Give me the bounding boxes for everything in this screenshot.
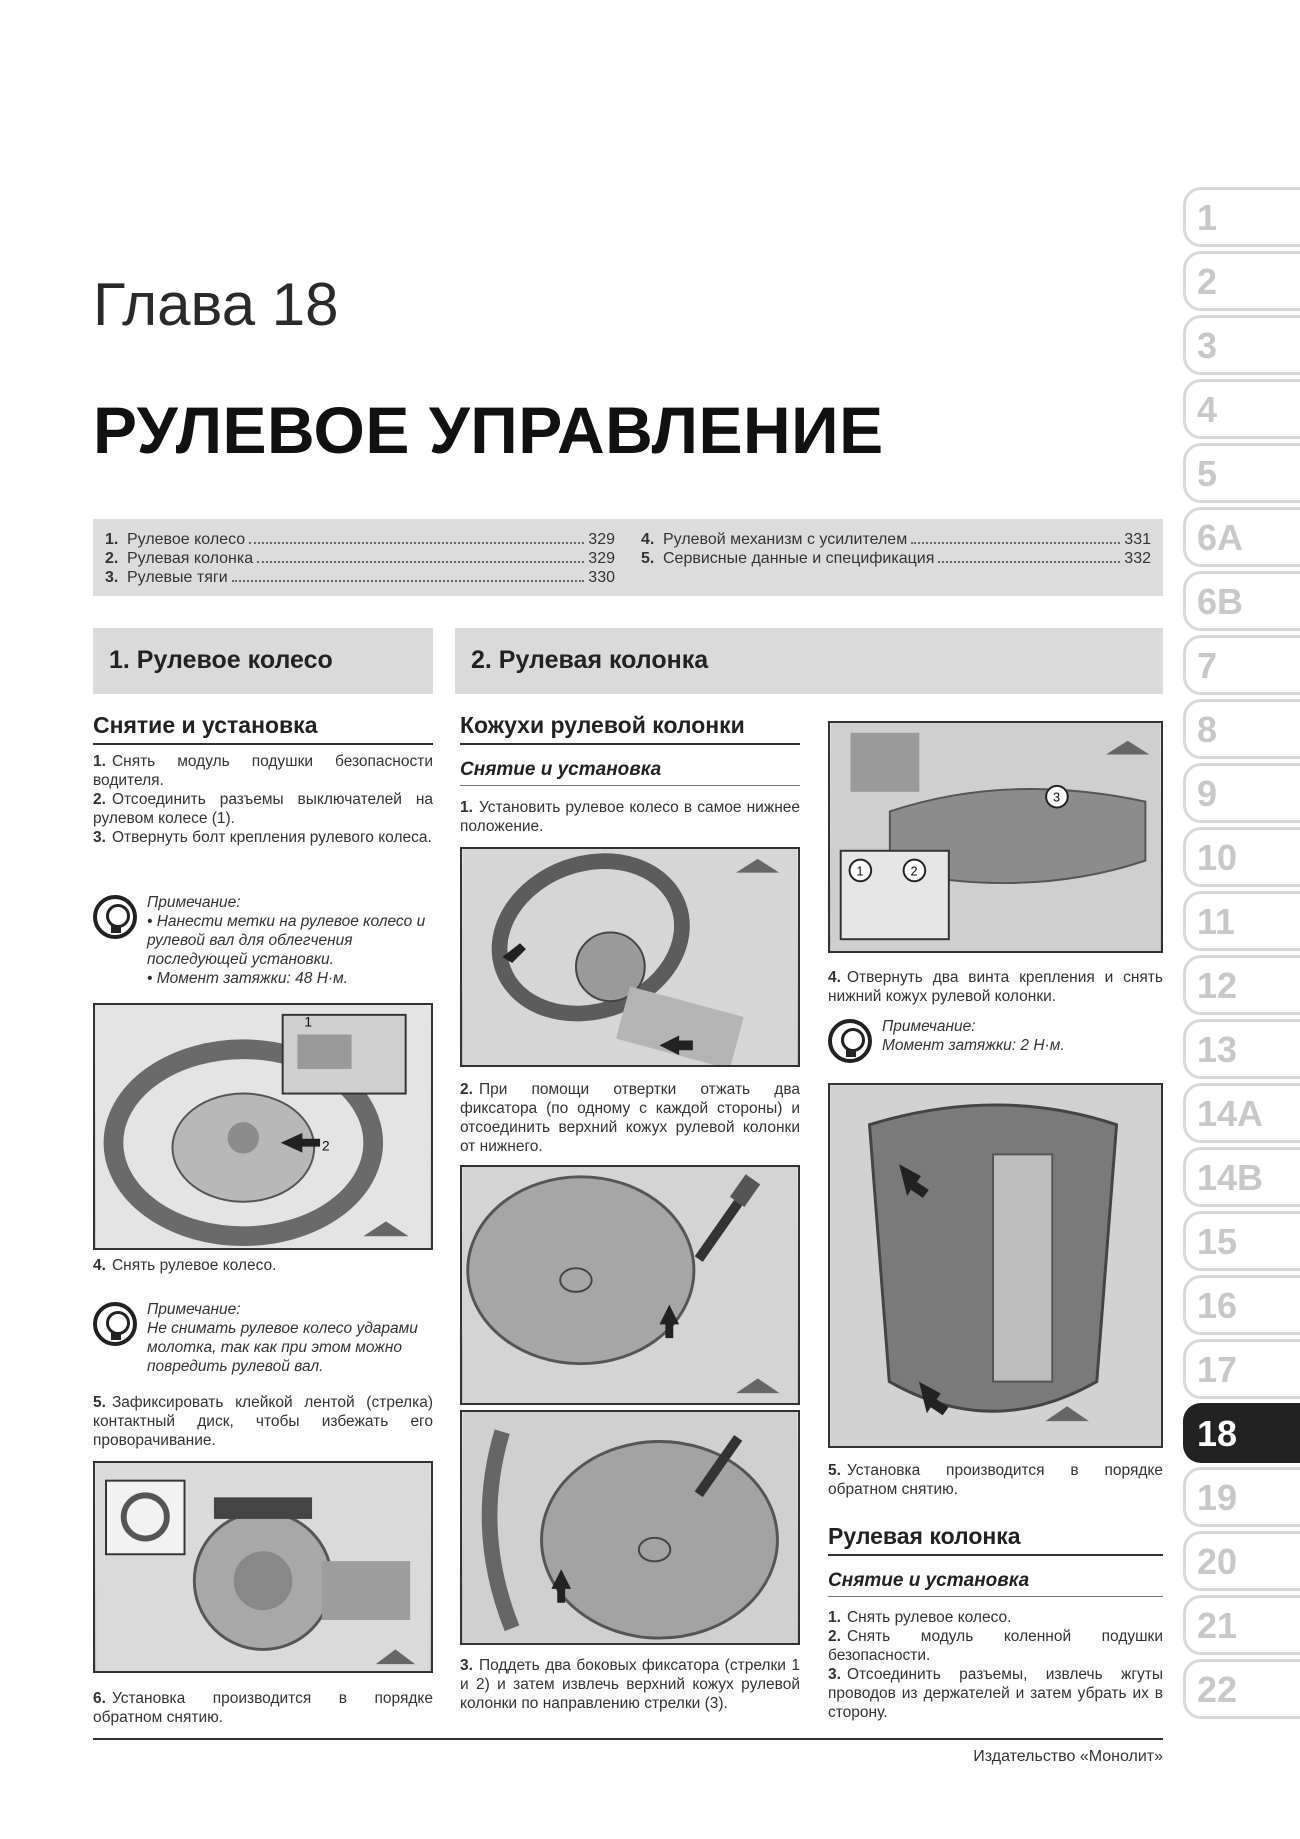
step-number: 2.	[93, 791, 106, 808]
callout-1: 1	[856, 863, 864, 879]
step-item	[828, 1608, 1163, 1627]
step-number: 5.	[828, 1462, 841, 1479]
toc-entry-number: 1.	[105, 531, 119, 548]
callout-3: 3	[1052, 789, 1061, 805]
lightbulb-icon	[93, 895, 137, 939]
step-item	[828, 1627, 1163, 1665]
step-number: 1.	[828, 1609, 841, 1626]
step-text: Поддеть два боковых фиксатора (стрелки 1 и 2) и затем извлечь верхний кожух рулевой колонки по направлению стрелки (3).	[460, 1657, 800, 1712]
step-text: Установка производится в порядке обратном снятию.	[93, 1690, 433, 1726]
step-number: 4.	[93, 1257, 106, 1274]
toc-entry-number: 2.	[105, 550, 119, 567]
lightbulb-icon	[828, 1019, 872, 1063]
toc-entry-page: 329	[588, 550, 615, 567]
chapter-tab-8[interactable]: 8	[1183, 699, 1300, 759]
note-block	[828, 1017, 1163, 1063]
toc-entry[interactable]	[641, 530, 1151, 549]
sec1-step6	[93, 1689, 433, 1727]
step-number: 3.	[460, 1657, 473, 1674]
chapter-tab-21[interactable]: 21	[1183, 1595, 1300, 1655]
note-block	[93, 1300, 433, 1376]
toc-entry-page: 329	[588, 531, 615, 548]
step-item	[828, 1665, 1163, 1722]
chapter-tab-14a[interactable]: 14A	[1183, 1083, 1300, 1143]
chapter-tab-19[interactable]: 19	[1183, 1467, 1300, 1527]
step-text: Установка производится в порядке обратном снятию.	[828, 1462, 1163, 1498]
note-title: Примечание:	[147, 894, 241, 911]
step-text: Установить рулевое колесо в самое нижнее положение.	[460, 799, 800, 835]
step-number: 1.	[93, 753, 106, 770]
airbag-screwdriver-figure-2	[460, 1410, 800, 1645]
subhead-column-covers: Кожухи рулевой колонки	[460, 712, 800, 745]
step-text: Снять модуль коленной подушки безопасности.	[828, 1628, 1163, 1664]
step-text: Отсоединить разъемы, извлечь жгуты проводов из держателей и затем убрать их в сторону.	[828, 1666, 1163, 1721]
step-text: Снять рулевое колесо.	[846, 1609, 1012, 1626]
toc-entry-title: Рулевая колонка	[127, 550, 254, 567]
subsubhead-removal-installation-2: Снятие и установка	[828, 1570, 1163, 1597]
section-2-heading: 2. Рулевая колонка	[455, 628, 1163, 694]
sec2-step3	[460, 1656, 800, 1713]
clock-spring-figure	[93, 1461, 433, 1673]
toc-leader	[232, 568, 585, 582]
chapter-number: Глава 18	[93, 271, 339, 338]
sec1-steps	[93, 752, 433, 847]
sec1-step5	[93, 1393, 433, 1450]
toc-entry[interactable]	[641, 549, 1151, 568]
toc-column-right	[641, 530, 1151, 568]
chapter-tab-2[interactable]: 2	[1183, 251, 1300, 311]
chapter-tab-6a[interactable]: 6A	[1183, 507, 1300, 567]
sec2-step1	[460, 798, 800, 836]
column-removal-steps	[828, 1608, 1163, 1722]
step-number: 6.	[93, 1690, 106, 1707]
toc-entry-page: 332	[1124, 550, 1151, 567]
toc-column-left	[105, 530, 615, 587]
step-item	[93, 790, 433, 828]
note-line: • Нанести метки на рулевое колесо и рулевой вал для облегчения последующей установки.	[147, 913, 426, 968]
steering-wheel-illustration	[95, 1005, 431, 1248]
clock-spring-illustration	[95, 1463, 431, 1671]
airbag-screwdriver-illustration-2	[462, 1412, 798, 1643]
note-content	[147, 1300, 433, 1376]
step-text: Зафиксировать клейкой лентой (стрелка) контактный диск, чтобы избежать его проворачивание.	[93, 1394, 433, 1449]
step-number: 2.	[460, 1081, 473, 1098]
chapter-tab-10[interactable]: 10	[1183, 827, 1300, 887]
note-title: Примечание:	[882, 1018, 976, 1035]
chapter-tab-6b[interactable]: 6B	[1183, 571, 1300, 631]
footer-divider	[93, 1738, 1163, 1740]
toc-leader	[911, 530, 1120, 544]
toc-leader	[257, 549, 584, 563]
subsubhead-removal-installation: Снятие и установка	[460, 759, 800, 786]
step-number: 4.	[828, 969, 841, 986]
toc-entry-title: Сервисные данные и спецификация	[663, 550, 935, 567]
chapter-tab-18-active[interactable]: 18	[1183, 1403, 1300, 1463]
chapter-tab-3[interactable]: 3	[1183, 315, 1300, 375]
chapter-tab-14b[interactable]: 14B	[1183, 1147, 1300, 1207]
chapter-title: РУЛЕВОЕ УПРАВЛЕНИЕ	[93, 393, 884, 467]
steering-column-illustration	[462, 849, 798, 1065]
note-content	[882, 1017, 1065, 1063]
toc-entry-page: 330	[588, 569, 615, 586]
toc-entry-number: 5.	[641, 550, 655, 567]
lower-cover-illustration	[830, 723, 1161, 951]
section-1-heading: 1. Рулевое колесо	[93, 628, 433, 694]
chapter-tab-16[interactable]: 16	[1183, 1275, 1300, 1335]
toc-entry-title: Рулевой механизм с усилителем	[663, 531, 908, 548]
callout-2: 2	[322, 1138, 330, 1154]
step-text: Отвернуть два винта крепления и снять нижний кожух рулевой колонки.	[828, 969, 1163, 1005]
chapter-tab-12[interactable]: 12	[1183, 955, 1300, 1015]
toc-entry[interactable]	[105, 530, 615, 549]
note-title: Примечание:	[147, 1301, 241, 1318]
chapter-tab-15[interactable]: 15	[1183, 1211, 1300, 1271]
sec2-step5	[828, 1461, 1163, 1499]
column-shroud-illustration	[830, 1085, 1161, 1446]
airbag-screwdriver-figure	[460, 1165, 800, 1405]
toc-entry[interactable]	[105, 568, 615, 587]
step-item	[93, 752, 433, 790]
step-text: Снять модуль подушки безопасности водителя.	[93, 753, 433, 789]
step-number: 3.	[93, 829, 106, 846]
steering-column-adjust-figure	[460, 847, 800, 1067]
chapter-tab-13[interactable]: 13	[1183, 1019, 1300, 1079]
toc-leader	[249, 530, 584, 544]
toc-entry-number: 4.	[641, 531, 655, 548]
chapter-tab-22[interactable]: 22	[1183, 1659, 1300, 1719]
toc-entry-title: Рулевые тяги	[127, 569, 228, 586]
chapter-tab-11[interactable]: 11	[1183, 891, 1300, 951]
steering-wheel-figure	[93, 1003, 433, 1250]
chapter-tab-20[interactable]: 20	[1183, 1531, 1300, 1591]
sec2-step4	[828, 968, 1163, 1006]
chapter-tab-17[interactable]: 17	[1183, 1339, 1300, 1399]
lower-cover-figure	[828, 721, 1163, 953]
step-number: 5.	[93, 1394, 106, 1411]
step-text: Отсоединить разъемы выключателей на рулевом колесе (1).	[93, 791, 433, 827]
note-text: Момент затяжки: 2 Н·м.	[882, 1037, 1065, 1054]
note-text: Не снимать рулевое колесо ударами молотка, так как при этом можно повредить рулевой вал.	[147, 1320, 418, 1375]
step-number: 2.	[828, 1628, 841, 1645]
subhead-steering-column: Рулевая колонка	[828, 1523, 1163, 1556]
subhead-removal-installation: Снятие и установка	[93, 712, 433, 745]
sec1-step4	[93, 1256, 433, 1275]
toc-entry-number: 3.	[105, 569, 119, 586]
airbag-screwdriver-illustration	[462, 1167, 798, 1403]
toc-leader	[938, 549, 1120, 563]
publisher-footer: Издательство «Монолит»	[973, 1748, 1163, 1765]
table-of-contents	[93, 519, 1163, 596]
chapter-tab-9[interactable]: 9	[1183, 763, 1300, 823]
callout-2: 2	[910, 863, 918, 879]
step-number: 1.	[460, 799, 473, 816]
chapter-tab-7[interactable]: 7	[1183, 635, 1300, 695]
sec2-step2	[460, 1080, 800, 1156]
step-text: Отвернуть болт крепления рулевого колеса.	[111, 829, 432, 846]
callout-1: 1	[304, 1014, 312, 1030]
column-shroud-figure	[828, 1083, 1163, 1448]
note-block	[93, 893, 433, 988]
chapter-tab-4[interactable]: 4	[1183, 379, 1300, 439]
step-item	[93, 828, 433, 847]
step-number: 3.	[828, 1666, 841, 1683]
note-line: • Момент затяжки: 48 Н·м.	[147, 970, 348, 987]
lightbulb-icon	[93, 1302, 137, 1346]
note-content	[147, 893, 433, 988]
chapter-tab-1[interactable]: 1	[1183, 187, 1300, 247]
chapter-tab-5[interactable]: 5	[1183, 443, 1300, 503]
toc-entry-page: 331	[1124, 531, 1151, 548]
toc-entry[interactable]	[105, 549, 615, 568]
step-text: Снять рулевое колесо.	[111, 1257, 277, 1274]
toc-entry-title: Рулевое колесо	[127, 531, 246, 548]
step-text: При помощи отвертки отжать два фиксатора (по одному с каждой стороны) и отсоединить верхний кожух рулевой колонки от нижнего.	[460, 1081, 800, 1155]
